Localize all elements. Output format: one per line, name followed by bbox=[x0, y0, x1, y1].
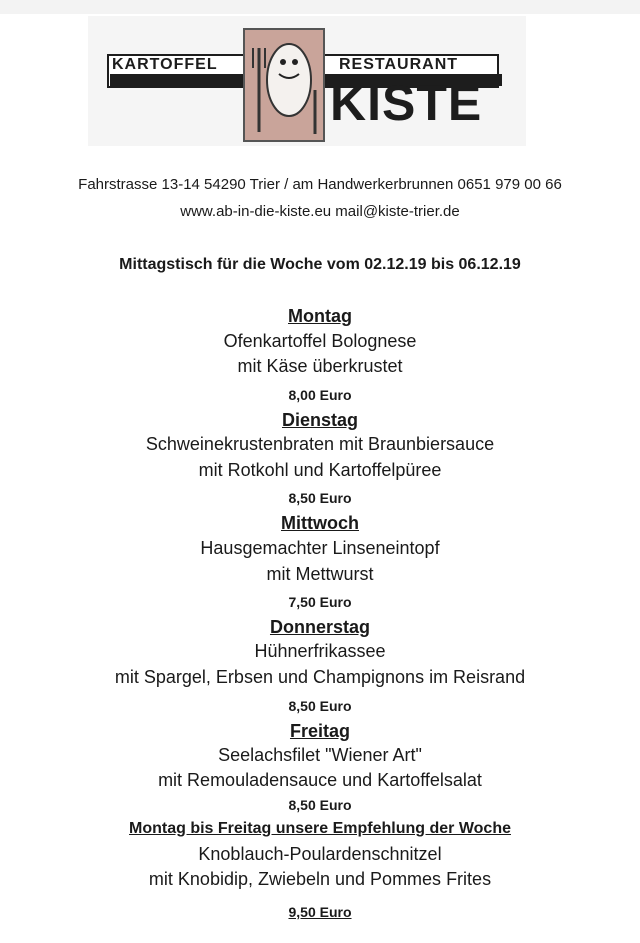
day-thursday: Donnerstag bbox=[269, 617, 370, 637]
dish-line: Seelachsfilet "Wiener Art" bbox=[218, 745, 422, 765]
restaurant-logo bbox=[88, 16, 526, 146]
dish-line: mit Rotkohl und Kartoffelpüree bbox=[198, 460, 442, 480]
dish-line: Knoblauch-Poulardenschnitzel bbox=[198, 844, 442, 864]
dish-line: mit Remouladensauce und Kartoffelsalat bbox=[158, 770, 482, 790]
logo-left-word: KARTOFFEL bbox=[112, 56, 218, 73]
dish-line: Hausgemachter Linseneintopf bbox=[200, 538, 440, 558]
logo-name: KISTE bbox=[330, 75, 483, 131]
price: 8,00 Euro bbox=[288, 387, 352, 403]
day-friday: Freitag bbox=[289, 721, 350, 741]
top-band bbox=[0, 0, 640, 14]
potato-mascot-icon bbox=[243, 28, 325, 142]
dish-line: mit Mettwurst bbox=[266, 564, 374, 584]
recommendation-price: 9,50 Euro bbox=[288, 904, 352, 920]
dish-line: mit Spargel, Erbsen und Champignons im Reisrand bbox=[114, 667, 526, 687]
dish-line: Ofenkartoffel Bolognese bbox=[223, 331, 417, 351]
day-monday: Montag bbox=[288, 306, 352, 326]
recommendation-heading: Montag bis Freitag unsere Empfehlung der Woche bbox=[129, 820, 511, 837]
dish-line: mit Knobidip, Zwiebeln und Pommes Frites bbox=[148, 869, 492, 889]
price: 8,50 Euro bbox=[288, 797, 352, 813]
price: 8,50 Euro bbox=[288, 698, 352, 714]
dish-line: mit Käse überkrustet bbox=[237, 356, 403, 376]
logo-right-word: RESTAURANT bbox=[339, 56, 459, 73]
contact-line: www.ab-in-die-kiste.eu mail@kiste-trier.de bbox=[180, 203, 460, 220]
address-line: Fahrstrasse 13-14 54290 Trier / am Handwerkerbrunnen 0651 979 00 66 bbox=[78, 176, 562, 193]
price: 7,50 Euro bbox=[288, 594, 352, 610]
menu-heading: Mittagstisch für die Woche vom 02.12.19 bis 06.12.19 bbox=[119, 256, 521, 273]
day-wednesday: Mittwoch bbox=[281, 513, 359, 533]
day-tuesday: Dienstag bbox=[281, 410, 359, 430]
price: 8,50 Euro bbox=[288, 490, 352, 506]
dish-line: Hühnerfrikassee bbox=[254, 641, 386, 661]
dish-line: Schweinekrustenbraten mit Braunbiersauce bbox=[145, 434, 495, 454]
